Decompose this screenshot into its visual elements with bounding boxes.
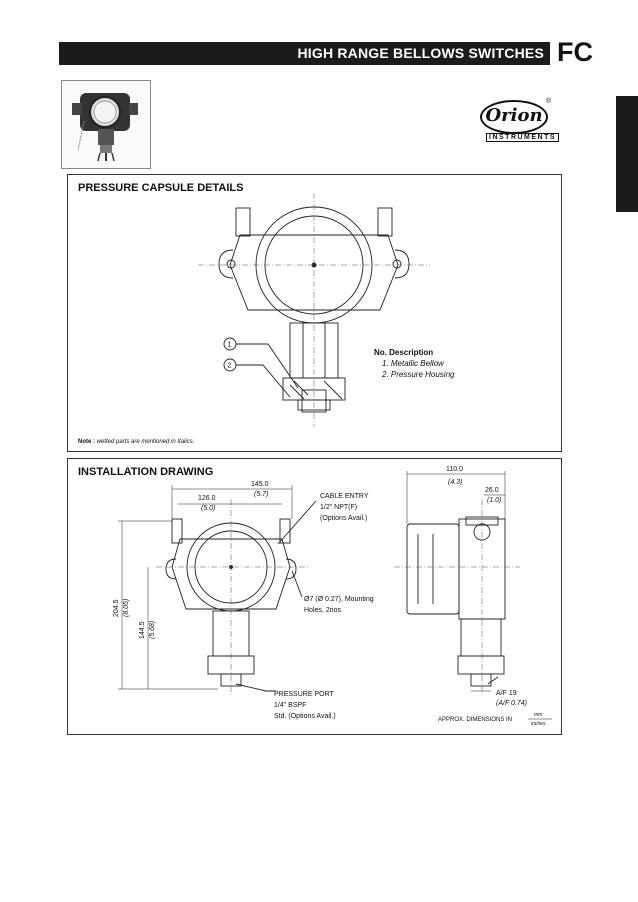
capsule-panel [67, 174, 562, 452]
mounting-holes-label: Ø7 (Ø 0.27), Mounting [304, 596, 374, 603]
description-item-2: 2. Pressure Housing [382, 370, 455, 379]
logo-word: Orion [480, 100, 548, 134]
cable-entry-thread: 1/2" NPT(F) [320, 504, 358, 511]
header-bar [59, 42, 550, 65]
across-flats-inches: (A/F 0.74) [496, 700, 527, 707]
orion-logo [480, 98, 557, 146]
capsule-drawing [68, 175, 561, 451]
dim-center: 126.0 [198, 495, 216, 502]
side-small: 26.0 [485, 487, 499, 494]
product-photo [61, 80, 151, 169]
description-heading: No. Description [374, 348, 434, 357]
dim-height: 204.5 [113, 599, 120, 617]
callout-2: 2 [227, 362, 232, 370]
product-photo-image [62, 81, 150, 168]
section-code: FC [557, 37, 593, 67]
pressure-port-thread: 1/4" BSPF [274, 702, 307, 709]
description-item-1: 1. Metallic Bellow [382, 359, 444, 368]
side-small-inches: (1.0) [487, 497, 502, 504]
dim-mid: 144.5 [139, 621, 146, 639]
description-list [374, 347, 454, 380]
installation-panel [67, 458, 562, 735]
dim-mid-inches: (5.68) [149, 620, 156, 639]
side-depth: 110.0 [446, 466, 463, 473]
dim-height-inches: (8.05) [123, 598, 130, 617]
note-label: Note : [78, 439, 97, 445]
approx-dimensions: APPROX. DIMENSIONS IN [438, 717, 513, 723]
pressure-port-label: PRESSURE PORT [274, 691, 334, 698]
capsule-panel-title: PRESSURE CAPSULE DETAILS [78, 182, 244, 194]
unit-mm: mm [534, 712, 543, 718]
across-flats: A/F 19 [496, 690, 517, 697]
cable-entry-options: (Options Avail.) [320, 515, 368, 522]
page-title: HIGH RANGE BELLOWS SWITCHES [297, 45, 544, 61]
mounting-holes-count: Holes, 2nos [304, 607, 341, 614]
callout-1: 1 [227, 341, 232, 349]
cable-entry-label: CABLE ENTRY [320, 493, 369, 500]
installation-drawing [68, 459, 561, 734]
side-tab [616, 96, 638, 212]
wetted-parts-note [78, 439, 194, 445]
dim-width: 145.0 [251, 481, 269, 488]
dim-center-inches: (5.0) [201, 505, 216, 512]
unit-inches: inches [531, 721, 546, 727]
installation-panel-title: INSTALLATION DRAWING [78, 466, 214, 478]
logo-subtitle: INSTRUMENTS [486, 133, 559, 142]
note-text: wetted parts are mentioned in Italics. [96, 439, 195, 445]
pressure-port-options: Std. (Options Avail.) [274, 713, 336, 720]
side-depth-inches: (4.3) [448, 479, 463, 486]
logo-registered-mark: ® [546, 98, 552, 105]
dim-width-inches: (5.7) [254, 491, 269, 498]
